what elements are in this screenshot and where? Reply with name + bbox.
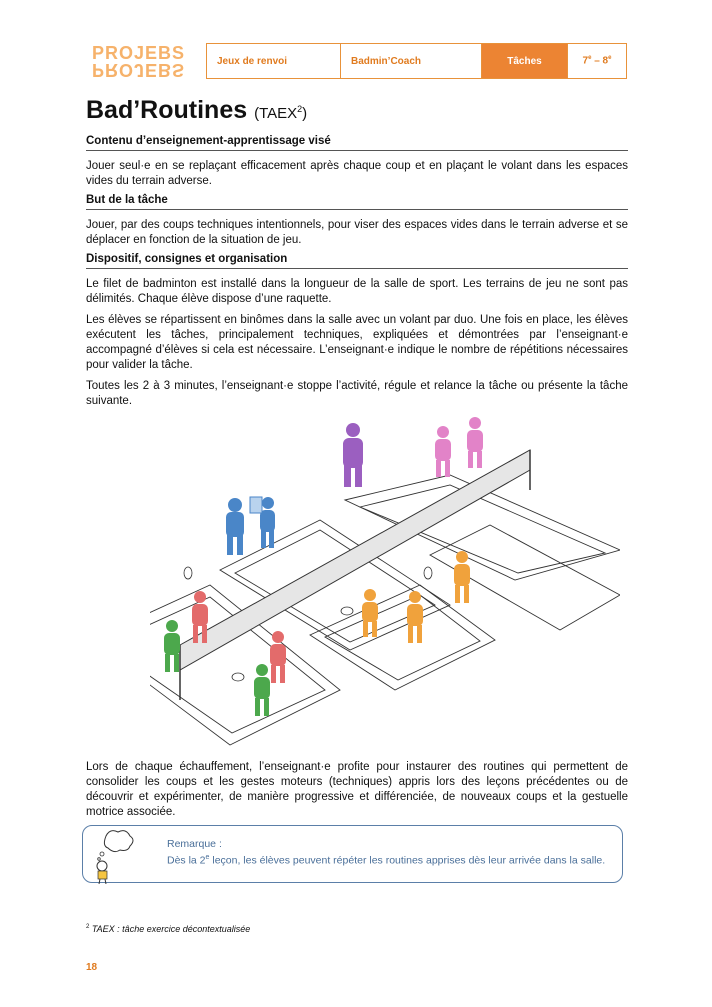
- section-contenu: [86, 135, 628, 189]
- section-paragraph: Le filet de badminton est installé dans la longueur de la salle de sport. Les terrains de jeu ne sont pas délimités. Chaque élève dispose d’une raquette.: [86, 278, 628, 305]
- nav-grade-level[interactable]: 7e – 8e: [582, 55, 612, 67]
- orange-figures: [362, 551, 470, 643]
- section-heading: Dispositif, consignes et organisation: [86, 253, 628, 269]
- section-paragraph: Les élèves se répartissent en binômes dans la salle avec un volant par duo. Une fois en place, les élèves exécutent les tâches, principalement techniques, expliquées et démontrées par l’enseignant·e accompagné d’élèves si cela est nécessaire. L’enseignant·e indique le nombre de répétitions nécessaires pour valider la tâche.: [86, 314, 628, 371]
- badminton-courts-illustration: [150, 405, 620, 750]
- pink-figures: [435, 417, 483, 477]
- title-subtitle: (TAEX$^2$): [254, 104, 308, 122]
- section-heading: But de la tâche: [86, 194, 628, 210]
- logo-text-top: PROJEBS: [92, 43, 186, 63]
- section-dispositif: [86, 253, 628, 409]
- remark-body: Dès la 2e leçon, les élèves peuvent répéter les routines apprises dès leur arrivée dans la salle.: [167, 854, 606, 867]
- remark-title: Remarque :: [167, 838, 222, 850]
- footnote: $^2$ TAEX : tâche exercice décontextualisée: [86, 924, 251, 934]
- projebs-logo: [92, 44, 190, 78]
- section-routines: [86, 760, 628, 820]
- page-number: 18: [86, 962, 98, 973]
- section-paragraph: Jouer seul·e en se replaçant efficacement après chaque coup et en plaçant le volant dans les espaces vides du terrain adverse.: [86, 160, 628, 187]
- logo-text-mirrored: PROJEBS: [92, 60, 186, 80]
- header-navbar: [206, 43, 627, 79]
- routines-paragraph: Lors de chaque échauffement, l’enseignant·e profite pour instaurer des routines qui permettent de consolider les coups et les gestes moteurs (techniques) appris lors des leçons précédentes ou de découvrir et expérimenter, de manière progressive et différenciée, de nouveaux coups et la gestuelle motrice associée.: [86, 761, 628, 818]
- section-paragraph: Toutes les 2 à 3 minutes, l’enseignant·e stoppe l’activité, régule et relance la tâche ou présente la tâche suivante.: [86, 380, 628, 407]
- purple-figure: [343, 423, 363, 487]
- nav-jeux-de-renvoi[interactable]: Jeux de renvoi: [207, 44, 341, 78]
- remark-box: [82, 825, 623, 883]
- section-paragraph: Jouer, par des coups techniques intentionnels, pour viser des espaces vides dans le terrain adverse et se déplacer en fonction de la situation de jeu.: [86, 219, 628, 246]
- thinking-figure-icon: [88, 826, 136, 884]
- page-title: [86, 96, 307, 125]
- nav-taches-active[interactable]: Tâches: [482, 44, 568, 78]
- title-main: Bad’Routines: [86, 96, 248, 124]
- section-heading: Contenu d’enseignement-apprentissage visé: [86, 135, 628, 151]
- section-but: [86, 194, 628, 248]
- nav-badmin-coach[interactable]: Badmin’Coach: [341, 44, 482, 78]
